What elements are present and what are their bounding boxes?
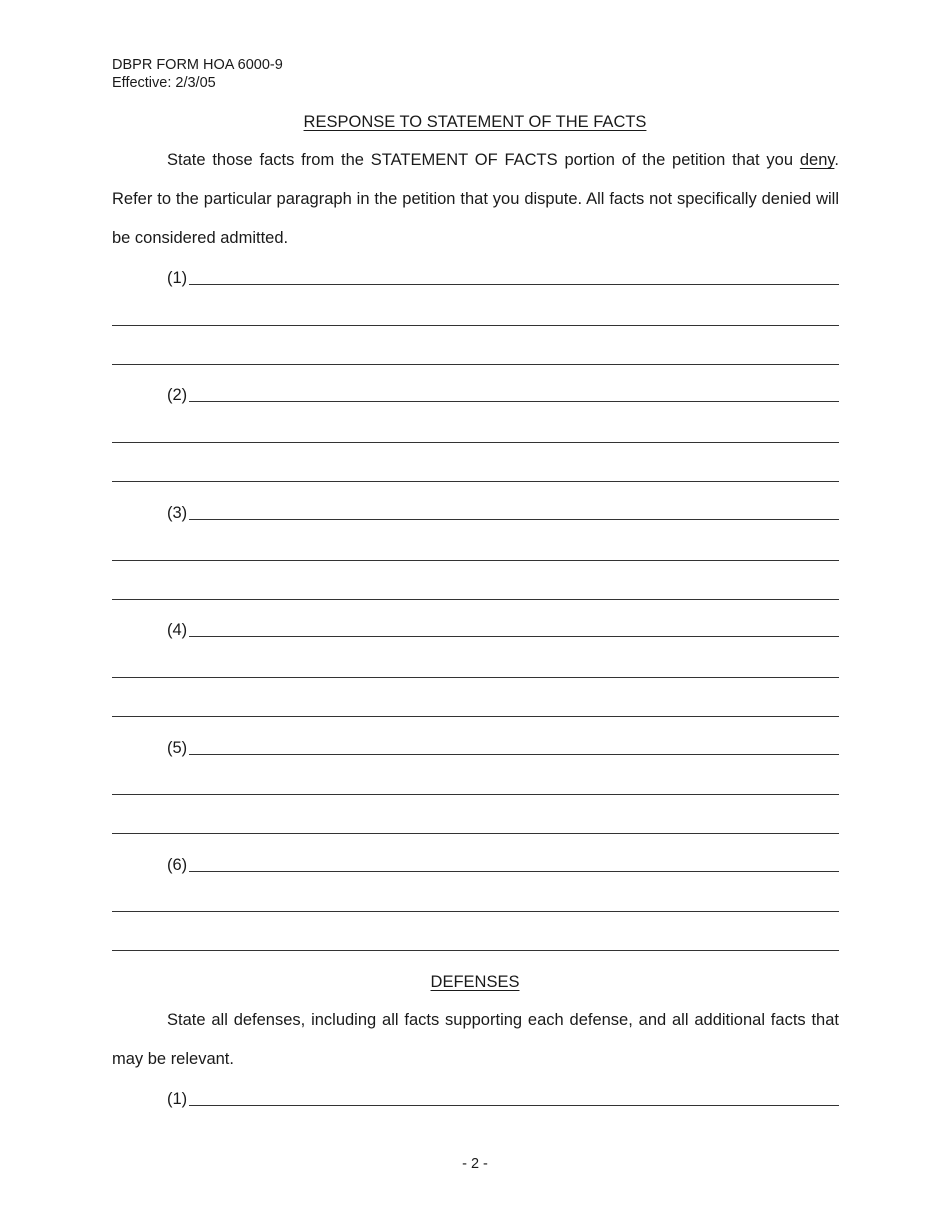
facts-instruction-part2: . Refer to the particular paragraph in the petition that you dispute. All facts not specifically denied will be considered admitted. (112, 151, 839, 247)
facts-instruction-part1: State those facts from the STATEMENT OF FACTS portion of the petition that you (167, 151, 800, 169)
defenses-instruction (112, 1001, 839, 1079)
fact-continuation-line[interactable] (112, 364, 839, 365)
facts-instruction (112, 141, 839, 258)
defense-item-1 (167, 1089, 839, 1109)
form-id: DBPR FORM HOA 6000-9 (112, 57, 283, 73)
fact-continuation-line[interactable] (112, 950, 839, 951)
fact-item-input[interactable] (189, 855, 839, 872)
page-number: - 2 - (462, 1156, 488, 1172)
fact-item-label: (1) (167, 269, 188, 287)
fact-item-3 (167, 503, 839, 523)
form-header (112, 56, 283, 92)
fact-item-label: (3) (167, 504, 188, 522)
effective-date: Effective: 2/3/05 (112, 75, 216, 91)
fact-item-input[interactable] (189, 385, 839, 402)
fact-item-label: (5) (167, 739, 188, 757)
fact-item-1 (167, 268, 839, 288)
fact-continuation-line[interactable] (112, 677, 839, 678)
fact-item-5 (167, 738, 839, 758)
fact-continuation-line[interactable] (112, 833, 839, 834)
fact-continuation-line[interactable] (112, 442, 839, 443)
fact-item-label: (2) (167, 386, 188, 404)
fact-continuation-line[interactable] (112, 481, 839, 482)
fact-item-label: (6) (167, 856, 188, 874)
facts-instruction-emphasis: deny (799, 151, 835, 169)
fact-continuation-line[interactable] (112, 560, 839, 561)
fact-item-input[interactable] (189, 503, 839, 520)
fact-item-6 (167, 855, 839, 875)
fact-item-2 (167, 385, 839, 405)
fact-continuation-line[interactable] (112, 911, 839, 912)
fact-item-input[interactable] (189, 268, 839, 285)
fact-continuation-line[interactable] (112, 325, 839, 326)
fact-item-input[interactable] (189, 620, 839, 637)
fact-item-4 (167, 620, 839, 640)
fact-continuation-line[interactable] (112, 599, 839, 600)
defense-item-input[interactable] (189, 1089, 839, 1106)
facts-section-title: RESPONSE TO STATEMENT OF THE FACTS (303, 113, 647, 131)
fact-item-input[interactable] (189, 738, 839, 755)
defenses-instruction-text: State all defenses, including all facts supporting each defense, and all additional facts that may be relevant. (112, 1011, 839, 1068)
fact-continuation-line[interactable] (112, 716, 839, 717)
defense-item-label: (1) (167, 1090, 188, 1108)
fact-continuation-line[interactable] (112, 794, 839, 795)
defenses-section-title: DEFENSES (430, 973, 520, 991)
fact-item-label: (4) (167, 621, 188, 639)
